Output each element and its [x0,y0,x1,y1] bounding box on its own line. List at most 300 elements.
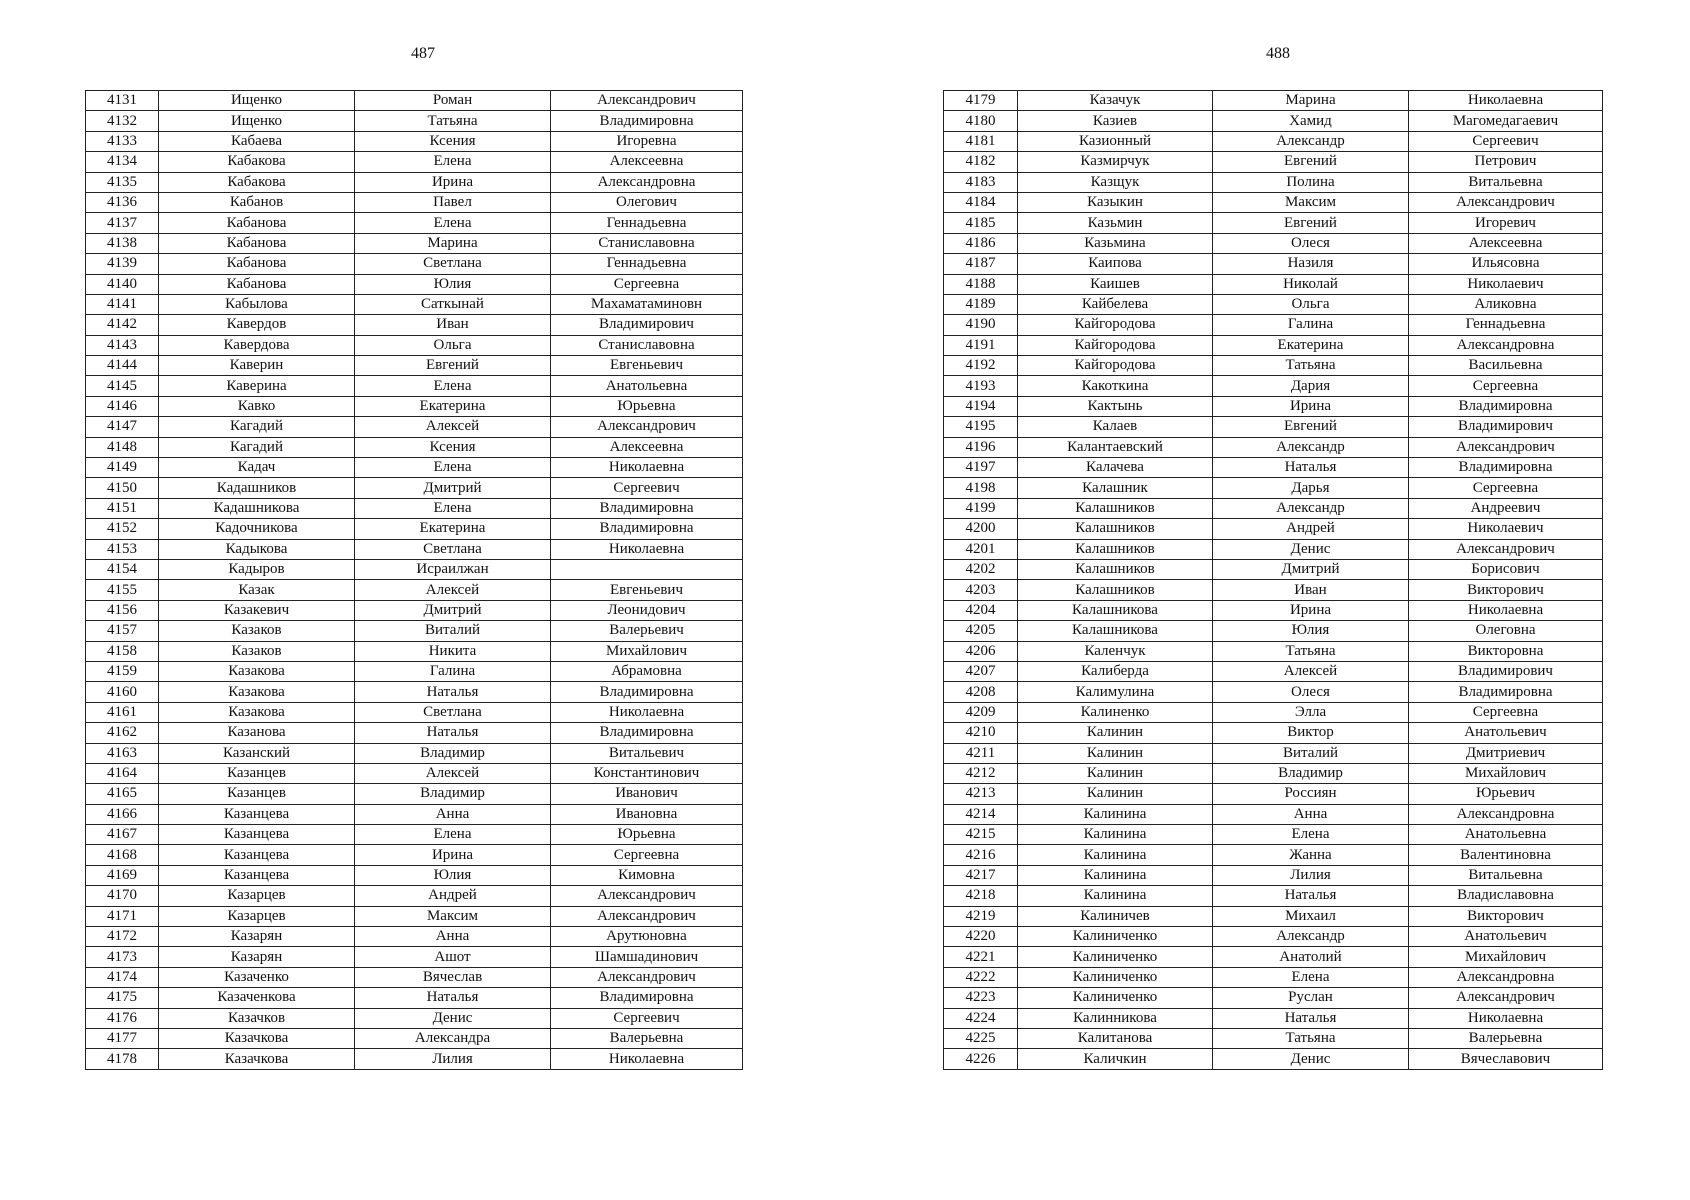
row-number-cell: 4141 [86,294,159,314]
surname-cell: Кабанова [159,274,355,294]
patronymic-cell: Владимировна [1409,458,1603,478]
row-number-cell: 4174 [86,967,159,987]
surname-cell: Казьмина [1018,233,1213,253]
surname-cell: Калинина [1018,804,1213,824]
row-number-cell: 4138 [86,233,159,253]
patronymic-cell: Владимирович [551,315,743,335]
patronymic-cell: Михайлович [551,641,743,661]
surname-cell: Казионный [1018,131,1213,151]
table-row [944,1008,1603,1028]
patronymic-cell: Александрович [1409,988,1603,1008]
row-number-cell: 4190 [944,315,1018,335]
given-name-cell: Денис [1213,539,1409,559]
patronymic-cell: Михайлович [1409,763,1603,783]
surname-cell: Казарцев [159,906,355,926]
patronymic-cell: Владимировна [551,988,743,1008]
surname-cell: Казанцева [159,825,355,845]
given-name-cell: Элла [1213,702,1409,722]
row-number-cell: 4146 [86,396,159,416]
surname-cell: Кабанов [159,192,355,212]
surname-cell: Кайгородова [1018,356,1213,376]
table-row [86,661,743,681]
given-name-cell: Татьяна [1213,1028,1409,1048]
given-name-cell: Олеся [1213,682,1409,702]
patronymic-cell: Геннадьевна [551,213,743,233]
surname-cell: Ищенко [159,91,355,111]
table-row [86,315,743,335]
given-name-cell: Анатолий [1213,947,1409,967]
table-row [86,886,743,906]
table-row [944,478,1603,498]
row-number-cell: 4173 [86,947,159,967]
row-number-cell: 4142 [86,315,159,335]
given-name-cell: Наталья [355,682,551,702]
given-name-cell: Ирина [355,845,551,865]
row-number-cell: 4214 [944,804,1018,824]
table-row [944,947,1603,967]
surname-cell: Кагадий [159,417,355,437]
patronymic-cell: Александрович [1409,437,1603,457]
surname-cell: Казакевич [159,600,355,620]
table-row [86,763,743,783]
table-row [944,927,1603,947]
table-row [944,784,1603,804]
table-row [944,437,1603,457]
row-number-cell: 4202 [944,559,1018,579]
given-name-cell: Владимир [355,784,551,804]
row-number-cell: 4203 [944,580,1018,600]
surname-cell: Калашник [1018,478,1213,498]
patronymic-cell: Леонидович [551,600,743,620]
surname-cell: Кавко [159,396,355,416]
surname-cell: Казаков [159,621,355,641]
row-number-cell: 4153 [86,539,159,559]
given-name-cell: Светлана [355,702,551,722]
row-number-cell: 4206 [944,641,1018,661]
row-number-cell: 4166 [86,804,159,824]
given-name-cell: Вячеслав [355,967,551,987]
given-name-cell: Алексей [355,580,551,600]
row-number-cell: 4162 [86,723,159,743]
surname-cell: Казаченко [159,967,355,987]
table-row [86,152,743,172]
table-row [944,335,1603,355]
table-row [944,845,1603,865]
table-row [86,294,743,314]
table-row [944,396,1603,416]
row-number-cell: 4181 [944,131,1018,151]
row-number-cell: 4147 [86,417,159,437]
table-row [86,845,743,865]
given-name-cell: Николай [1213,274,1409,294]
row-number-cell: 4219 [944,906,1018,926]
patronymic-cell: Викторовна [1409,641,1603,661]
patronymic-cell: Васильевна [1409,356,1603,376]
given-name-cell: Андрей [1213,519,1409,539]
row-number-cell: 4200 [944,519,1018,539]
given-name-cell: Ашот [355,947,551,967]
row-number-cell: 4149 [86,458,159,478]
surname-cell: Кайбелева [1018,294,1213,314]
row-number-cell: 4159 [86,661,159,681]
surname-cell: Калачева [1018,458,1213,478]
patronymic-cell: Владиславовна [1409,886,1603,906]
table-row [86,559,743,579]
patronymic-cell: Александрович [551,91,743,111]
row-number-cell: 4197 [944,458,1018,478]
patronymic-cell: Сергеевна [1409,702,1603,722]
table-row [86,111,743,131]
patronymic-cell: Шамшадинович [551,947,743,967]
given-name-cell: Роман [355,91,551,111]
patronymic-cell: Александровна [1409,967,1603,987]
given-name-cell: Дмитрий [355,478,551,498]
surname-cell: Калинин [1018,723,1213,743]
given-name-cell: Алексей [355,417,551,437]
table-row [944,356,1603,376]
row-number-cell: 4209 [944,702,1018,722]
row-number-cell: 4212 [944,763,1018,783]
patronymic-cell: Петрович [1409,152,1603,172]
given-name-cell: Максим [1213,192,1409,212]
patronymic-cell: Витальевна [1409,865,1603,885]
row-number-cell: 4168 [86,845,159,865]
row-number-cell: 4144 [86,356,159,376]
surname-cell: Калинин [1018,784,1213,804]
table-row [86,376,743,396]
surname-cell: Казанцев [159,763,355,783]
patronymic-cell: Николаевна [551,1049,743,1069]
surname-cell: Кабылова [159,294,355,314]
table-row [944,580,1603,600]
row-number-cell: 4195 [944,417,1018,437]
patronymic-cell: Николаевич [1409,519,1603,539]
patronymic-cell: Юрьевич [1409,784,1603,804]
surname-cell: Казачкова [159,1028,355,1048]
patronymic-cell: Сергеевич [551,478,743,498]
given-name-cell: Татьяна [1213,356,1409,376]
row-number-cell: 4179 [944,91,1018,111]
given-name-cell: Алексей [355,763,551,783]
table-row [944,1028,1603,1048]
row-number-cell: 4207 [944,661,1018,681]
surname-cell: Казщук [1018,172,1213,192]
patronymic-cell: Олегович [551,192,743,212]
surname-cell: Казакова [159,702,355,722]
row-number-cell: 4167 [86,825,159,845]
table-row [86,988,743,1008]
surname-cell: Кадыкова [159,539,355,559]
page-number-left: 487 [411,45,435,62]
row-number-cell: 4148 [86,437,159,457]
surname-cell: Кагадий [159,437,355,457]
row-number-cell: 4180 [944,111,1018,131]
surname-cell: Казачков [159,1008,355,1028]
given-name-cell: Евгений [1213,152,1409,172]
roster-table-right [943,90,1603,1070]
given-name-cell: Владимир [355,743,551,763]
given-name-cell: Андрей [355,886,551,906]
row-number-cell: 4171 [86,906,159,926]
row-number-cell: 4177 [86,1028,159,1048]
surname-cell: Калимулина [1018,682,1213,702]
row-number-cell: 4139 [86,254,159,274]
given-name-cell: Елена [355,213,551,233]
patronymic-cell: Олеговна [1409,621,1603,641]
patronymic-cell: Николаевич [1409,274,1603,294]
table-row [86,580,743,600]
given-name-cell: Виталий [355,621,551,641]
surname-cell: Казанский [159,743,355,763]
table-row [86,723,743,743]
table-row [86,417,743,437]
row-number-cell: 4156 [86,600,159,620]
patronymic-cell: Николаевна [551,539,743,559]
given-name-cell: Александр [1213,498,1409,518]
given-name-cell: Виталий [1213,743,1409,763]
row-number-cell: 4172 [86,927,159,947]
given-name-cell: Исраилжан [355,559,551,579]
given-name-cell: Анна [355,804,551,824]
table-row [944,213,1603,233]
surname-cell: Калашников [1018,519,1213,539]
row-number-cell: 4193 [944,376,1018,396]
given-name-cell: Светлана [355,539,551,559]
row-number-cell: 4216 [944,845,1018,865]
table-row [86,1008,743,1028]
surname-cell: Каленчук [1018,641,1213,661]
row-number-cell: 4154 [86,559,159,579]
given-name-cell: Юлия [355,865,551,885]
surname-cell: Каверин [159,356,355,376]
given-name-cell: Елена [355,376,551,396]
surname-cell: Калантаевский [1018,437,1213,457]
surname-cell: Казиев [1018,111,1213,131]
surname-cell: Казанова [159,723,355,743]
patronymic-cell: Александрович [551,886,743,906]
patronymic-cell: Анатольевич [1409,927,1603,947]
row-number-cell: 4192 [944,356,1018,376]
given-name-cell: Максим [355,906,551,926]
table-row [86,458,743,478]
row-number-cell: 4163 [86,743,159,763]
row-number-cell: 4205 [944,621,1018,641]
patronymic-cell: Евгеньевич [551,356,743,376]
row-number-cell: 4165 [86,784,159,804]
patronymic-cell: Владимирович [1409,661,1603,681]
patronymic-cell: Дмитриевич [1409,743,1603,763]
table-row [86,865,743,885]
patronymic-cell: Владимировна [551,682,743,702]
patronymic-cell: Анатольевна [551,376,743,396]
surname-cell: Кабанова [159,213,355,233]
given-name-cell: Елена [355,498,551,518]
patronymic-cell: Александрович [551,967,743,987]
patronymic-cell: Николаевна [551,702,743,722]
table-row [86,967,743,987]
given-name-cell: Александра [355,1028,551,1048]
surname-cell: Калинина [1018,886,1213,906]
surname-cell: Казачук [1018,91,1213,111]
given-name-cell: Олеся [1213,233,1409,253]
table-row [944,641,1603,661]
row-number-cell: 4150 [86,478,159,498]
given-name-cell: Дарья [1213,478,1409,498]
given-name-cell: Лилия [355,1049,551,1069]
patronymic-cell: Махаматаминовн [551,294,743,314]
roster-table-right-body [944,91,1603,1070]
given-name-cell: Александр [1213,437,1409,457]
table-row [86,539,743,559]
patronymic-cell: Анатольевич [1409,723,1603,743]
row-number-cell: 4185 [944,213,1018,233]
surname-cell: Калинин [1018,763,1213,783]
patronymic-cell: Владимировна [551,111,743,131]
given-name-cell: Марина [1213,91,1409,111]
page-number-right: 488 [1266,45,1290,62]
patronymic-cell: Владимирович [1409,417,1603,437]
surname-cell: Кадыров [159,559,355,579]
given-name-cell: Ирина [1213,396,1409,416]
patronymic-cell: Сергеевна [1409,376,1603,396]
table-row [86,784,743,804]
table-row [944,906,1603,926]
table-row [86,927,743,947]
given-name-cell: Евгений [1213,213,1409,233]
table-row [944,254,1603,274]
table-row [944,519,1603,539]
given-name-cell: Иван [1213,580,1409,600]
given-name-cell: Галина [1213,315,1409,335]
given-name-cell: Жанна [1213,845,1409,865]
surname-cell: Кактынь [1018,396,1213,416]
row-number-cell: 4133 [86,131,159,151]
patronymic-cell: Михайлович [1409,947,1603,967]
surname-cell: Калинина [1018,825,1213,845]
patronymic-cell: Владимировна [551,498,743,518]
table-row [944,661,1603,681]
patronymic-cell: Валерьевич [551,621,743,641]
surname-cell: Казыкин [1018,192,1213,212]
patronymic-cell: Геннадьевна [551,254,743,274]
row-number-cell: 4176 [86,1008,159,1028]
patronymic-cell: Магомедагаевич [1409,111,1603,131]
table-row [944,274,1603,294]
patronymic-cell: Александровна [1409,335,1603,355]
patronymic-cell: Валерьевна [1409,1028,1603,1048]
given-name-cell: Назиля [1213,254,1409,274]
given-name-cell: Ксения [355,437,551,457]
given-name-cell: Юлия [355,274,551,294]
table-row [944,417,1603,437]
row-number-cell: 4221 [944,947,1018,967]
surname-cell: Казачкова [159,1049,355,1069]
row-number-cell: 4199 [944,498,1018,518]
row-number-cell: 4155 [86,580,159,600]
row-number-cell: 4143 [86,335,159,355]
patronymic-cell: Станиславовна [551,233,743,253]
table-row [944,621,1603,641]
row-number-cell: 4151 [86,498,159,518]
table-row [86,274,743,294]
given-name-cell: Александр [1213,927,1409,947]
surname-cell: Калиниченко [1018,927,1213,947]
row-number-cell: 4134 [86,152,159,172]
surname-cell: Калашников [1018,539,1213,559]
row-number-cell: 4170 [86,886,159,906]
table-row [86,233,743,253]
patronymic-cell: Андреевич [1409,498,1603,518]
surname-cell: Каипова [1018,254,1213,274]
table-row [944,376,1603,396]
surname-cell: Калашникова [1018,621,1213,641]
row-number-cell: 4210 [944,723,1018,743]
table-row [944,804,1603,824]
surname-cell: Каличкин [1018,1049,1213,1069]
given-name-cell: Наталья [355,723,551,743]
patronymic-cell: Алексеевна [1409,233,1603,253]
surname-cell: Калинин [1018,743,1213,763]
patronymic-cell: Валерьевна [551,1028,743,1048]
surname-cell: Калашников [1018,498,1213,518]
surname-cell: Кадач [159,458,355,478]
row-number-cell: 4158 [86,641,159,661]
row-number-cell: 4152 [86,519,159,539]
table-row [944,865,1603,885]
patronymic-cell: Иванович [551,784,743,804]
table-row [944,1049,1603,1069]
patronymic-cell: Юрьевна [551,396,743,416]
surname-cell: Кабаева [159,131,355,151]
row-number-cell: 4183 [944,172,1018,192]
given-name-cell: Михаил [1213,906,1409,926]
given-name-cell: Дмитрий [1213,559,1409,579]
table-row [86,621,743,641]
patronymic-cell: Алексеевна [551,152,743,172]
given-name-cell: Евгений [355,356,551,376]
patronymic-cell: Абрамовна [551,661,743,681]
row-number-cell: 4184 [944,192,1018,212]
given-name-cell: Галина [355,661,551,681]
table-row [86,1049,743,1069]
surname-cell: Кавердов [159,315,355,335]
patronymic-cell: Аликовна [1409,294,1603,314]
table-row [944,192,1603,212]
patronymic-cell: Владимировна [551,723,743,743]
surname-cell: Казанцев [159,784,355,804]
surname-cell: Кайгородова [1018,335,1213,355]
table-row [86,172,743,192]
surname-cell: Калинина [1018,865,1213,885]
row-number-cell: 4160 [86,682,159,702]
row-number-cell: 4198 [944,478,1018,498]
surname-cell: Казанцева [159,865,355,885]
table-row [944,539,1603,559]
table-row [86,91,743,111]
patronymic-cell: Николаевна [1409,91,1603,111]
surname-cell: Калиниченко [1018,947,1213,967]
table-row [944,152,1603,172]
table-row [944,825,1603,845]
given-name-cell: Иван [355,315,551,335]
row-number-cell: 4157 [86,621,159,641]
given-name-cell: Павел [355,192,551,212]
given-name-cell: Светлана [355,254,551,274]
given-name-cell: Елена [1213,967,1409,987]
table-row [944,131,1603,151]
patronymic-cell: Владимировна [551,519,743,539]
row-number-cell: 4204 [944,600,1018,620]
